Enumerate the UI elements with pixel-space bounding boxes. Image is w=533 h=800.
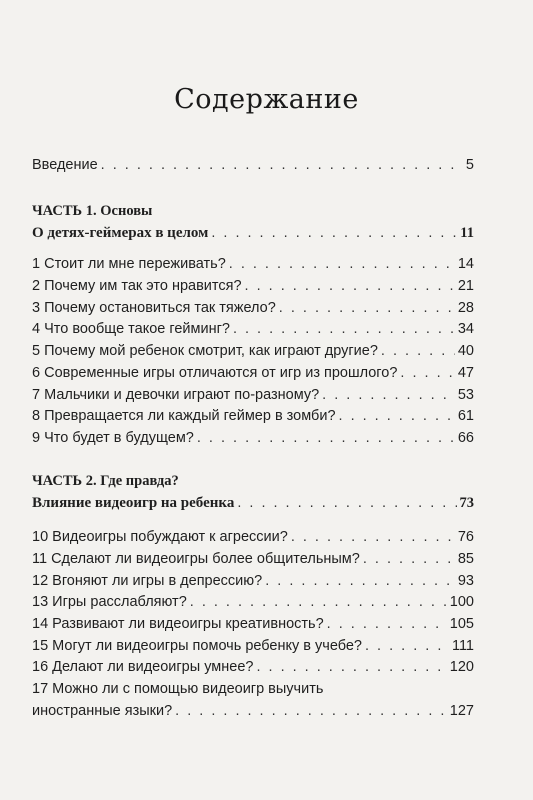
toc-entry-label: 12 Вгоняют ли игры в депрессию? xyxy=(32,572,263,589)
toc-entry[interactable] xyxy=(32,430,474,452)
toc-entry-page: 127 xyxy=(449,702,474,719)
dot-leader xyxy=(322,387,455,403)
toc-entry-page: 53 xyxy=(457,386,474,403)
toc-entry-label: 9 Что будет в будущем? xyxy=(32,429,194,446)
dot-leader xyxy=(327,616,447,632)
toc-entry-label: 13 Игры расслабляют? xyxy=(32,594,187,611)
toc-entry-label: 2 Почему им так это нравится? xyxy=(32,278,242,295)
toc-entry-page: 34 xyxy=(457,321,474,338)
toc-entry-label: 14 Развивают ли видеоигры креативность? xyxy=(32,616,324,632)
toc-entry-label: 1 Стоит ли мне переживать? xyxy=(32,256,226,273)
toc-entry-page: 100 xyxy=(449,594,474,611)
page-title: Содержание xyxy=(174,84,359,115)
toc-entry[interactable] xyxy=(32,365,474,387)
toc-entry[interactable] xyxy=(32,321,474,343)
toc-entry[interactable] xyxy=(32,551,474,573)
dot-leader xyxy=(229,256,455,272)
dot-leader xyxy=(175,703,447,719)
toc-entry-page: 120 xyxy=(449,659,474,676)
toc-entry-page: 66 xyxy=(457,429,474,446)
toc-entry-page: 47 xyxy=(457,364,474,381)
toc-entry-page: 85 xyxy=(457,550,474,567)
toc-entry-page: 40 xyxy=(457,343,474,360)
toc-entry-label: 5 Почему мой ребенок смотрит, как играют другие? xyxy=(32,343,378,360)
toc-entry-line2 xyxy=(32,703,474,725)
toc-entry-multiline[interactable] xyxy=(32,681,474,724)
toc-entry-label: 15 Могут ли видеоигры помочь ребенку в учебе? xyxy=(32,637,362,654)
toc-entry-label: 6 Современные игры отличаются от игр из прошлого? xyxy=(32,364,398,381)
dot-leader xyxy=(237,495,456,511)
toc-entry[interactable] xyxy=(32,616,474,638)
dot-leader xyxy=(265,573,455,589)
dot-leader xyxy=(400,365,454,381)
dot-leader xyxy=(339,408,455,424)
part-subtitle-page: 11 xyxy=(460,224,474,241)
toc-entry[interactable] xyxy=(32,278,474,300)
toc-entry[interactable] xyxy=(32,638,474,660)
toc-entry[interactable] xyxy=(32,529,474,551)
toc-entry-page: 105 xyxy=(449,616,474,632)
toc-entry-page: 111 xyxy=(451,637,474,654)
toc-entry-label: Введение xyxy=(32,157,98,173)
toc-entry-label: 4 Что вообще такое гейминг? xyxy=(32,321,230,338)
dot-leader xyxy=(211,225,457,241)
toc-entry[interactable] xyxy=(32,408,474,430)
dot-leader xyxy=(279,300,455,316)
part-subtitle-2[interactable] xyxy=(32,495,474,517)
part-heading-2: ЧАСТЬ 2. Где правда? xyxy=(32,472,179,489)
toc-entry-label-line2: иностранные языки? xyxy=(32,702,173,719)
toc-entry-label: 3 Почему остановиться так тяжело? xyxy=(32,299,276,316)
toc-entry-page: 28 xyxy=(457,299,474,316)
toc-entry[interactable] xyxy=(32,343,474,365)
toc-entry-page: 76 xyxy=(457,529,474,546)
toc-entry-page: 14 xyxy=(457,256,474,273)
toc-entry[interactable] xyxy=(32,300,474,322)
toc-entry-label: 16 Делают ли видеоигры умнее? xyxy=(32,659,254,676)
dot-leader xyxy=(190,594,447,610)
dot-leader xyxy=(245,278,455,294)
toc-entry[interactable] xyxy=(32,387,474,409)
toc-entry[interactable] xyxy=(32,659,474,681)
toc-entry-label: 7 Мальчики и девочки играют по-разному? xyxy=(32,386,320,403)
dot-leader xyxy=(233,321,455,337)
toc-entry[interactable] xyxy=(32,594,474,616)
part-subtitle-page: 73 xyxy=(459,494,474,511)
part-subtitle-1[interactable] xyxy=(32,225,474,247)
dot-leader xyxy=(291,529,455,545)
dot-leader xyxy=(197,430,455,446)
toc-entry-page: 5 xyxy=(465,157,474,173)
part-subtitle-label: О детях-геймерах в целом xyxy=(32,224,209,241)
part-heading-1: ЧАСТЬ 1. Основы xyxy=(32,202,153,219)
toc-entry-label-line1: 17 Можно ли с помощью видеоигр выучить xyxy=(32,681,324,698)
dot-leader xyxy=(363,551,455,567)
table-of-contents xyxy=(32,157,474,724)
dot-leader xyxy=(256,659,446,675)
toc-entry-page: 61 xyxy=(457,408,474,425)
toc-entry-intro[interactable] xyxy=(32,157,474,179)
toc-entry-page: 21 xyxy=(457,278,474,295)
dot-leader xyxy=(101,157,463,173)
toc-entry-label: 11 Сделают ли видеоигры более общительным? xyxy=(32,550,360,567)
dot-leader xyxy=(365,638,449,654)
toc-entry[interactable] xyxy=(32,573,474,595)
part-subtitle-label: Влияние видеоигр на ребенка xyxy=(32,494,235,511)
toc-entry-label: 10 Видеоигры побуждают к агрессии? xyxy=(32,529,288,546)
toc-entry-page: 93 xyxy=(457,572,474,589)
toc-entry-label: 8 Превращается ли каждый геймер в зомби? xyxy=(32,408,336,425)
toc-entry[interactable] xyxy=(32,256,474,278)
dot-leader xyxy=(381,343,455,359)
